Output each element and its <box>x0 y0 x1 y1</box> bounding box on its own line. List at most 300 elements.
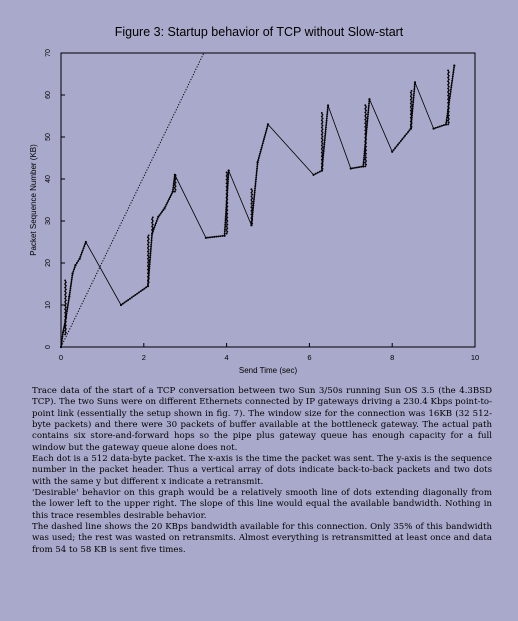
packet-dot <box>411 117 413 119</box>
packet-dot <box>327 109 329 111</box>
packet-dot <box>225 215 227 217</box>
packet-dot <box>251 190 253 192</box>
packet-dot <box>352 167 354 169</box>
packet-dot <box>364 108 366 110</box>
packet-dot <box>150 252 152 254</box>
packet-dot <box>250 224 252 226</box>
packet-dot <box>450 91 452 93</box>
packet-dot <box>365 133 367 135</box>
packet-dot <box>448 106 450 108</box>
packet-dot <box>265 130 267 132</box>
packet-dot <box>134 294 136 296</box>
packet-dot <box>323 148 325 150</box>
packet-dot <box>360 166 362 168</box>
packet-dot <box>226 227 228 229</box>
packet-dot <box>147 251 149 253</box>
packet-dot <box>254 185 256 187</box>
packet-dot <box>147 236 149 238</box>
packet-dot <box>174 191 176 193</box>
packet-dot <box>448 104 450 106</box>
packet-dot <box>364 162 366 164</box>
packet-dot <box>365 106 367 108</box>
packet-dot <box>166 202 168 204</box>
x-tick-label: 8 <box>390 353 395 362</box>
packet-dot <box>73 268 75 270</box>
packet-dot <box>363 159 365 161</box>
packet-dot <box>224 230 226 232</box>
packet-dot <box>453 67 455 69</box>
packet-dot <box>156 220 158 222</box>
packet-dot <box>66 308 68 310</box>
packet-dot <box>64 297 66 299</box>
packet-dot <box>64 321 66 323</box>
y-tick-label: 30 <box>45 217 52 225</box>
packet-dot <box>364 115 366 117</box>
packet-dot <box>317 172 319 174</box>
packet-dot <box>366 129 368 131</box>
packet-dot <box>251 201 253 203</box>
packet-dot <box>448 75 450 77</box>
packet-dot <box>358 166 360 168</box>
packet-dot <box>256 172 258 174</box>
packet-dot <box>64 287 66 289</box>
packet-dot <box>368 100 370 102</box>
packet-dot <box>322 125 324 127</box>
packet-dot <box>443 124 445 126</box>
packet-dot <box>65 332 67 334</box>
packet-dot <box>171 193 173 195</box>
packet-dot <box>150 244 152 246</box>
packet-dot <box>365 137 367 139</box>
packet-dot <box>224 224 226 226</box>
packet-dot <box>410 102 412 104</box>
packet-dot <box>209 236 211 238</box>
packet-dot <box>255 183 257 185</box>
packet-dot <box>322 143 324 145</box>
packet-dot <box>225 209 227 211</box>
retransmit-column <box>64 279 67 335</box>
packet-dot <box>151 222 153 224</box>
packet-dot <box>65 319 67 321</box>
packet-dot <box>366 126 368 128</box>
packet-dot <box>161 211 163 213</box>
packet-dot <box>71 277 73 279</box>
packet-dot <box>148 238 150 240</box>
packet-dot <box>257 159 259 161</box>
packet-dot <box>129 298 131 300</box>
packet-dot <box>326 113 328 115</box>
packet-dot <box>398 142 400 144</box>
packet-dot <box>450 86 452 88</box>
packet-dot <box>451 80 453 82</box>
dashed-line-path <box>61 53 204 347</box>
packet-dot <box>364 122 366 124</box>
packet-dot <box>411 110 413 112</box>
packet-dot <box>63 329 65 331</box>
packet-dot <box>85 241 87 243</box>
packet-dot <box>321 119 323 121</box>
packet-dot <box>68 298 70 300</box>
packet-dot <box>138 291 140 293</box>
packet-dot <box>447 80 449 82</box>
packet-dot <box>64 301 66 303</box>
y-tick-label: 50 <box>45 133 52 141</box>
packet-dot <box>64 330 66 332</box>
packet-dot <box>175 185 177 187</box>
packet-dot <box>149 257 151 259</box>
packet-dot <box>148 245 150 247</box>
x-tick-label: 0 <box>58 353 64 362</box>
y-tick-label: 60 <box>45 91 52 99</box>
packet-dot <box>451 84 453 86</box>
packet-dot <box>154 224 156 226</box>
packet-dot <box>435 127 437 129</box>
packet-dot <box>362 163 364 165</box>
packet-dot <box>366 120 368 122</box>
packet-dot <box>63 327 65 329</box>
packet-dot <box>65 285 67 287</box>
packet-dot <box>448 86 450 88</box>
caption-paragraph: 'Desirable' behavior on this graph would be a relatively smooth line of dots extending diagonally from the lower left to the upper right. The slope of this line would equal the available bandwidth. Nothing in this trace resembles desirable behavior. <box>32 488 492 521</box>
packet-dot <box>364 142 366 144</box>
packet-dot <box>163 207 165 209</box>
packet-dot <box>77 260 79 262</box>
packet-dot <box>173 182 175 184</box>
figure-caption <box>32 386 492 556</box>
packet-dot <box>323 144 325 146</box>
packet-dot <box>67 304 69 306</box>
packet-dot <box>364 104 366 106</box>
packet-dot <box>226 200 228 202</box>
packet-dot <box>449 93 451 95</box>
packet-dot <box>411 90 413 92</box>
packet-dot <box>262 140 264 142</box>
packet-dot <box>404 135 406 137</box>
packet-dot <box>71 279 73 281</box>
packet-dot <box>453 69 455 71</box>
packet-dot <box>62 336 64 338</box>
packet-dot <box>321 165 323 167</box>
packet-dot <box>217 235 219 237</box>
packet-dot <box>321 134 323 136</box>
packet-dot <box>327 107 329 109</box>
packet-dot <box>363 157 365 159</box>
packet-dot <box>124 302 126 304</box>
packet-dot <box>69 289 71 291</box>
packet-dot <box>364 111 366 113</box>
packet-dot <box>250 199 252 201</box>
packet-dot <box>148 242 150 244</box>
packet-dot <box>324 139 326 141</box>
packet-dot <box>251 216 253 218</box>
y-tick-label: 0 <box>45 345 52 349</box>
packet-dot <box>69 291 71 293</box>
y-tick-label: 20 <box>45 259 52 267</box>
packet-dot <box>362 165 364 167</box>
packet-dot <box>157 216 159 218</box>
packet-dot <box>251 197 253 199</box>
packet-dot <box>368 105 370 107</box>
packet-dot <box>219 235 221 237</box>
packet-dot <box>65 315 67 317</box>
packet-dot <box>448 89 450 91</box>
packet-dot <box>223 235 225 237</box>
packet-dot <box>76 262 78 264</box>
packet-dot <box>257 161 259 163</box>
packet-dot <box>324 141 326 143</box>
packet-dot <box>65 306 67 308</box>
packet-dot <box>227 185 229 187</box>
packet-dot <box>365 113 367 115</box>
packet-dot <box>150 241 152 243</box>
packet-dot <box>321 148 323 150</box>
packet-dot <box>453 65 455 67</box>
packet-dot <box>324 137 326 139</box>
packet-dot <box>65 299 67 301</box>
packet-dot <box>264 134 266 136</box>
packet-dot <box>364 150 366 152</box>
packet-dot <box>253 200 255 202</box>
packet-dot <box>226 224 228 226</box>
packet-dot <box>414 86 416 88</box>
packet-dot <box>64 323 66 325</box>
packet-dot <box>363 152 365 154</box>
packet-dot <box>213 236 215 238</box>
packet-dot <box>397 144 399 146</box>
packet-dot <box>142 289 144 291</box>
packet-dot <box>263 138 265 140</box>
packet-dot <box>226 204 228 206</box>
x-tick-label: 10 <box>470 353 480 362</box>
packet-dot <box>262 142 264 144</box>
packet-dot <box>403 137 405 139</box>
packet-dot <box>226 175 228 177</box>
packet-dot <box>439 126 441 128</box>
packet-dot <box>365 110 367 112</box>
packet-dot <box>433 128 435 130</box>
packet-dot <box>64 308 66 310</box>
packet-dot <box>326 118 328 120</box>
packet-dot <box>155 222 157 224</box>
packet-dot <box>413 97 415 99</box>
packet-dot <box>133 295 135 297</box>
packet-dot <box>319 171 321 173</box>
packet-dot <box>254 187 256 189</box>
packet-dot <box>250 188 252 190</box>
packet-dot <box>410 99 412 101</box>
packet-dot <box>63 325 65 327</box>
packet-dot <box>215 236 217 238</box>
packet-dot <box>151 235 153 237</box>
packet-dot <box>149 263 151 265</box>
packet-dot <box>168 198 170 200</box>
packet-dot <box>74 264 76 266</box>
packet-dot <box>446 115 448 117</box>
packet-dot <box>150 246 152 248</box>
packet-dot <box>266 126 268 128</box>
packet-dot <box>254 189 256 191</box>
packet-dot <box>67 306 69 308</box>
packet-dot <box>147 243 149 245</box>
packet-dot <box>147 247 149 249</box>
x-axis-label: Send Time (sec) <box>238 366 298 375</box>
y-axis-ticks <box>45 49 65 349</box>
packet-dot <box>322 114 324 116</box>
packet-dot <box>150 248 152 250</box>
packet-dot <box>365 156 367 158</box>
packet-dot <box>227 181 229 183</box>
packet-dot <box>253 194 255 196</box>
packet-dot <box>265 132 267 134</box>
packet-dot <box>368 103 370 105</box>
packet-dot <box>321 167 323 169</box>
caption-paragraph: The dashed line shows the 20 KBps bandwidth available for this connection. Only 35% of this bandwidth was used; the rest was wasted on retransmits. Almost everything is retransmitted at least once and data from 54 to 58 KB is sent five times. <box>32 522 492 555</box>
packet-dot <box>67 302 69 304</box>
packet-dot <box>325 131 327 133</box>
packet-dot <box>250 195 252 197</box>
trace-vertex-dots <box>60 65 456 349</box>
packet-dot <box>148 252 150 254</box>
x-axis-ticks <box>59 343 479 362</box>
packet-dot <box>253 203 255 205</box>
packet-dot <box>441 125 443 127</box>
packet-dot <box>79 256 81 258</box>
packet-dot <box>70 283 72 285</box>
packet-dot <box>322 139 324 141</box>
packet-dot <box>445 121 447 123</box>
packet-dot <box>449 95 451 97</box>
packet-dot <box>447 110 449 112</box>
packet-dot <box>325 128 327 130</box>
bandwidth-dashed-line <box>61 53 204 347</box>
packet-dot <box>225 207 227 209</box>
packet-dot <box>79 258 81 260</box>
packet-dot <box>322 121 324 123</box>
packet-dot <box>225 213 227 215</box>
packet-dot <box>65 317 67 319</box>
packet-dot <box>151 237 153 239</box>
packet-dot <box>321 112 323 114</box>
packet-dot <box>326 120 328 122</box>
packet-dot <box>148 234 150 236</box>
packet-dot <box>147 283 149 285</box>
packet-dot <box>448 122 450 124</box>
packet-dot <box>322 117 324 119</box>
packet-dot <box>365 160 367 162</box>
packet-dot <box>448 71 450 73</box>
packet-dot <box>412 99 414 101</box>
packet-dot <box>164 206 166 208</box>
packet-dot <box>172 191 174 193</box>
packet-dot <box>325 124 327 126</box>
packet-dot <box>170 194 172 196</box>
packet-dot <box>225 217 227 219</box>
packet-dot <box>253 196 255 198</box>
packet-dot <box>321 137 323 139</box>
packet-dot <box>252 205 254 207</box>
packet-dot <box>174 174 176 176</box>
packet-dot <box>226 189 228 191</box>
packet-dot <box>260 149 262 151</box>
packet-dot <box>253 198 255 200</box>
packet-dot <box>160 212 162 214</box>
packet-dot <box>66 312 68 314</box>
packet-dot <box>145 286 147 288</box>
packet-dot <box>68 296 70 298</box>
packet-dot <box>70 281 72 283</box>
packet-dot <box>411 93 413 95</box>
packet-dot <box>143 288 145 290</box>
packet-dot <box>326 115 328 117</box>
packet-dot <box>326 111 328 113</box>
packet-dot <box>321 126 323 128</box>
packet-dot <box>365 135 367 137</box>
packet-dot <box>445 123 447 125</box>
packet-dot <box>410 121 412 123</box>
packet-dot <box>227 176 229 178</box>
figure-title: Figure 3: Startup behavior of TCP without Slow-start <box>114 25 404 39</box>
packet-dot <box>366 122 368 124</box>
packet-dot <box>148 279 150 281</box>
packet-dot <box>315 173 317 175</box>
packet-dot <box>412 103 414 105</box>
packet-dot <box>211 236 213 238</box>
packet-dot <box>151 239 153 241</box>
packet-dot <box>321 130 323 132</box>
packet-dot <box>172 189 174 191</box>
packet-dot <box>407 131 409 133</box>
packet-dot <box>447 123 449 125</box>
packet-dot <box>151 233 153 235</box>
packet-dot <box>396 145 398 147</box>
packet-dot <box>356 167 358 169</box>
packet-dot <box>363 155 365 157</box>
packet-dot <box>365 139 367 141</box>
packet-dot <box>264 136 266 138</box>
packet-dot <box>70 287 72 289</box>
packet-dot <box>321 123 323 125</box>
packet-dot <box>364 144 366 146</box>
packet-dot <box>226 220 228 222</box>
packet-dot <box>222 235 224 237</box>
packet-dot <box>64 279 66 281</box>
packet-dot <box>165 204 167 206</box>
packet-dot <box>258 155 260 157</box>
packet-dot <box>325 122 327 124</box>
packet-dot <box>227 174 229 176</box>
packet-dot <box>140 290 142 292</box>
packet-dot <box>368 107 370 109</box>
packet-dot <box>391 151 393 153</box>
packet-dot <box>364 165 366 167</box>
packet-dot <box>153 228 155 230</box>
packet-dot <box>62 331 64 333</box>
packet-dot <box>447 108 449 110</box>
packet-dot <box>66 310 68 312</box>
packet-dot <box>148 268 150 270</box>
packet-dot <box>410 123 412 125</box>
packet-dot <box>322 128 324 130</box>
packet-dot <box>446 117 448 119</box>
packet-dot <box>401 138 403 140</box>
packet-dot <box>226 171 228 173</box>
packet-dot <box>84 243 86 245</box>
packet-dot <box>322 135 324 137</box>
packet-dot <box>65 292 67 294</box>
packet-dot <box>147 281 149 283</box>
x-tick-label: 6 <box>307 353 312 362</box>
y-tick-label: 40 <box>45 175 52 183</box>
